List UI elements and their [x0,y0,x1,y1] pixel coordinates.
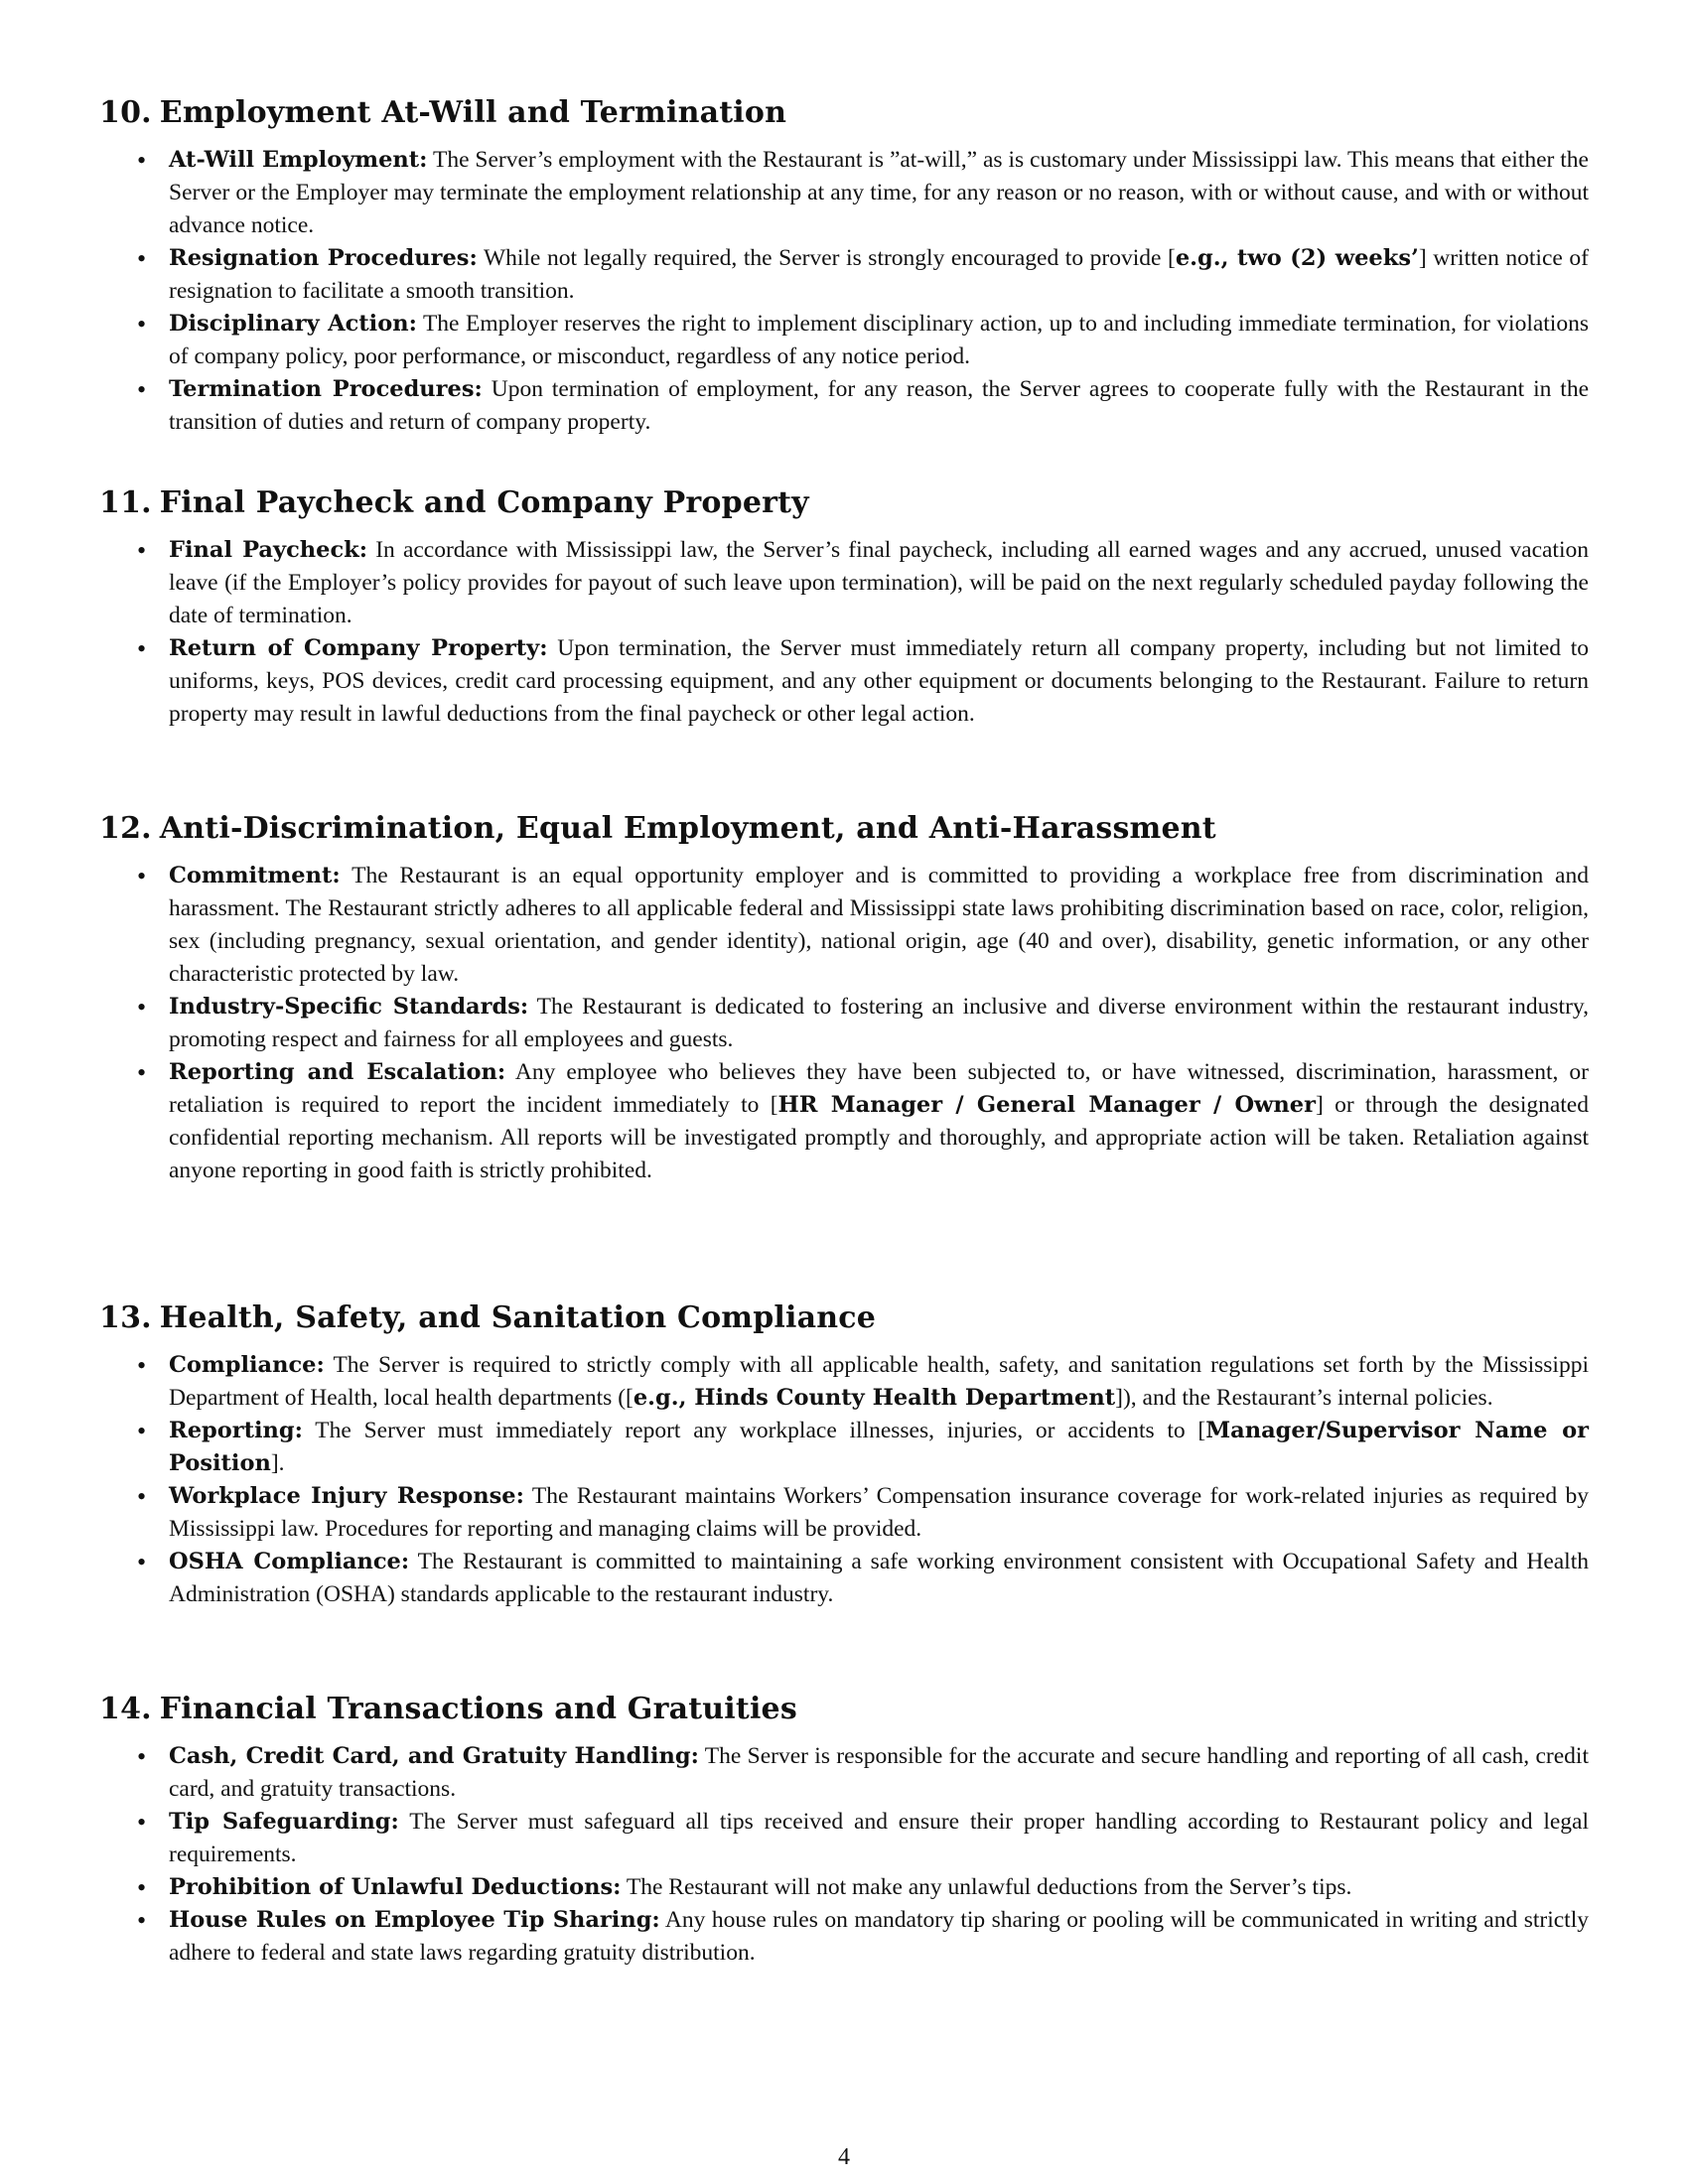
list-item: • Workplace Injury Response: The Restaurant maintains Workers’ Compensation insurance coverage for work-related injuries as required by Mississippi law. Procedures for reporting and managing claims will be provided. [99,1480,1589,1546]
list-item: • Final Paycheck: In accordance with Mississippi law, the Server’s final paycheck, including all earned wages and any accrued, unused vacation leave (if the Employer’s policy provides for payout of such leave upon termination), will be paid on the next regularly scheduled payday following the date of termination. [99,534,1589,632]
bullet-list [99,860,1589,1187]
list-item: • Cash, Credit Card, and Gratuity Handling: The Server is responsible for the accurate and secure handling and reporting of all cash, credit card, and gratuity transactions. [99,1740,1589,1806]
list-item: • Resignation Procedures: While not legally required, the Server is strongly encouraged to provide [e.g., two (2) weeks’] written notice of resignation to facilitate a smooth transition. [99,242,1589,308]
section-heading: 12. Anti-Discrimination, Equal Employment, and Anti-Harassment [99,811,1216,846]
section-heading: 13. Health, Safety, and Sanitation Compliance [99,1300,877,1335]
list-item: • Tip Safeguarding: The Server must safeguard all tips received and ensure their proper handling according to Restaurant policy and legal requirements. [99,1806,1589,1871]
section-14 [99,1691,1589,1970]
section-10 [99,94,1589,439]
section-11 [99,484,1589,731]
list-item: • Compliance: The Server is required to strictly comply with all applicable health, safety, and sanitation regulations set forth by the Mississippi Department of Health, local health departments ([e.g., Hinds County Health Department]), and the Restaurant’s internal policies. [99,1349,1589,1415]
list-item: • Reporting: The Server must immediately report any workplace illnesses, injuries, or accidents to [Manager/Supervisor Name or Position]. [99,1415,1589,1480]
list-item: • Termination Procedures: Upon termination of employment, for any reason, the Server agrees to cooperate fully with the Restaurant in the transition of duties and return of company property. [99,373,1589,439]
list-item: • House Rules on Employee Tip Sharing: Any house rules on mandatory tip sharing or pooling will be communicated in writing and strictly adhere to federal and state laws regarding gratuity distribution. [99,1904,1589,1970]
bullet-list [99,1349,1589,1611]
section-heading: 10. Employment At-Will and Termination [99,95,787,130]
bullet-list [99,1740,1589,1970]
list-item: • Industry-Specific Standards: The Restaurant is dedicated to fostering an inclusive and diverse environment within the restaurant industry, promoting respect and fairness for all employees and guests. [99,991,1589,1056]
list-item: • Prohibition of Unlawful Deductions: The Restaurant will not make any unlawful deductions from the Server’s tips. [99,1871,1589,1904]
list-item: • OSHA Compliance: The Restaurant is committed to maintaining a safe working environment consistent with Occupational Safety and Health Administration (OSHA) standards applicable to the restaurant industry. [99,1546,1589,1611]
list-item: • At-Will Employment: The Server’s employment with the Restaurant is ”at-will,” as is customary under Mississippi law. This means that either the Server or the Employer may terminate the employment relationship at any time, for any reason or no reason, with or without cause, and with or without advance notice. [99,144,1589,242]
bullet-list [99,534,1589,731]
section-12 [99,810,1589,1187]
list-item: • Disciplinary Action: The Employer reserves the right to implement disciplinary action, up to and including immediate termination, for violations of company policy, poor performance, or misconduct, regardless of any notice period. [99,308,1589,373]
list-item: • Reporting and Escalation: Any employee who believes they have been subjected to, or have witnessed, discrimination, harassment, or retaliation is required to report the incident immediately to [HR Manager / General Manager / Owner] or through the designated confidential reporting mechanism. All reports will be investigated promptly and thoroughly, and appropriate action will be taken. Retaliation against anyone reporting in good faith is strictly prohibited. [99,1056,1589,1187]
page-number: 4 [838,2144,850,2170]
list-item: • Return of Company Property: Upon termination, the Server must immediately return all company property, including but not limited to uniforms, keys, POS devices, credit card processing equipment, and any other equipment or documents belonging to the Restaurant. Failure to return property may result in lawful deductions from the final paycheck or other legal action. [99,632,1589,731]
section-heading: 11. Final Paycheck and Company Property [99,485,809,520]
list-item: • Commitment: The Restaurant is an equal opportunity employer and is committed to providing a workplace free from discrimination and harassment. The Restaurant strictly adheres to all applicable federal and Mississippi state laws prohibiting discrimination based on race, color, religion, sex (including pregnancy, sexual orientation, and gender identity), national origin, age (40 and over), disability, genetic information, or any other characteristic protected by law. [99,860,1589,991]
section-heading: 14. Financial Transactions and Gratuities [99,1692,797,1726]
bullet-list [99,144,1589,439]
section-13 [99,1299,1589,1611]
